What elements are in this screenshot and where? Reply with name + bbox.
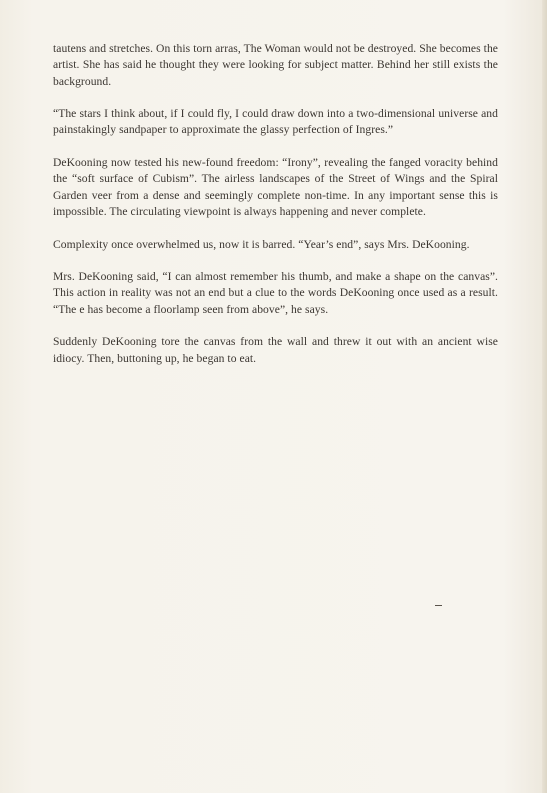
paragraph-6: Suddenly DeKooning tore the canvas from the wall and threw it out with an ancient wise idiocy. Then, buttoning up, he began to eat. [53,335,498,365]
paragraph-1: tautens and stretches. On this torn arras, The Woman would not be destroyed. She becomes the artist. She has said he thought they were looking for subject matter. Behind her still exists the background. [53,42,498,88]
paragraph-3: DeKooning now tested his new-found freedom: “Irony”, revealing the fanged voracity behind the “soft surface of Cubism”. The airless landscapes of the Street of Wings and the Spiral Garden veer from a dense and seemingly complete non-time. In any important sense this is impossible. The circulating viewpoint is always happening and never complete. [53,156,498,218]
paragraph-4: Complexity once overwhelmed us, now it is barred. “Year’s end”, says Mrs. DeKooning. [53,237,470,251]
paragraph-5: Mrs. DeKooning said, “I can almost remember his thumb, and make a shape on the canvas”. This action in reality was not an end but a clue to the words DeKooning once used as a result. “The e has become a floorlamp seen from above”, he says. [53,270,498,316]
page-mark [435,605,442,606]
paragraph-2: “The stars I think about, if I could fly, I could draw down into a two-dimensional universe and painstakingly sandpaper to approximate the glassy perfection of Ingres.” [53,107,498,137]
page-edge [542,0,547,793]
body-text [53,41,498,383]
